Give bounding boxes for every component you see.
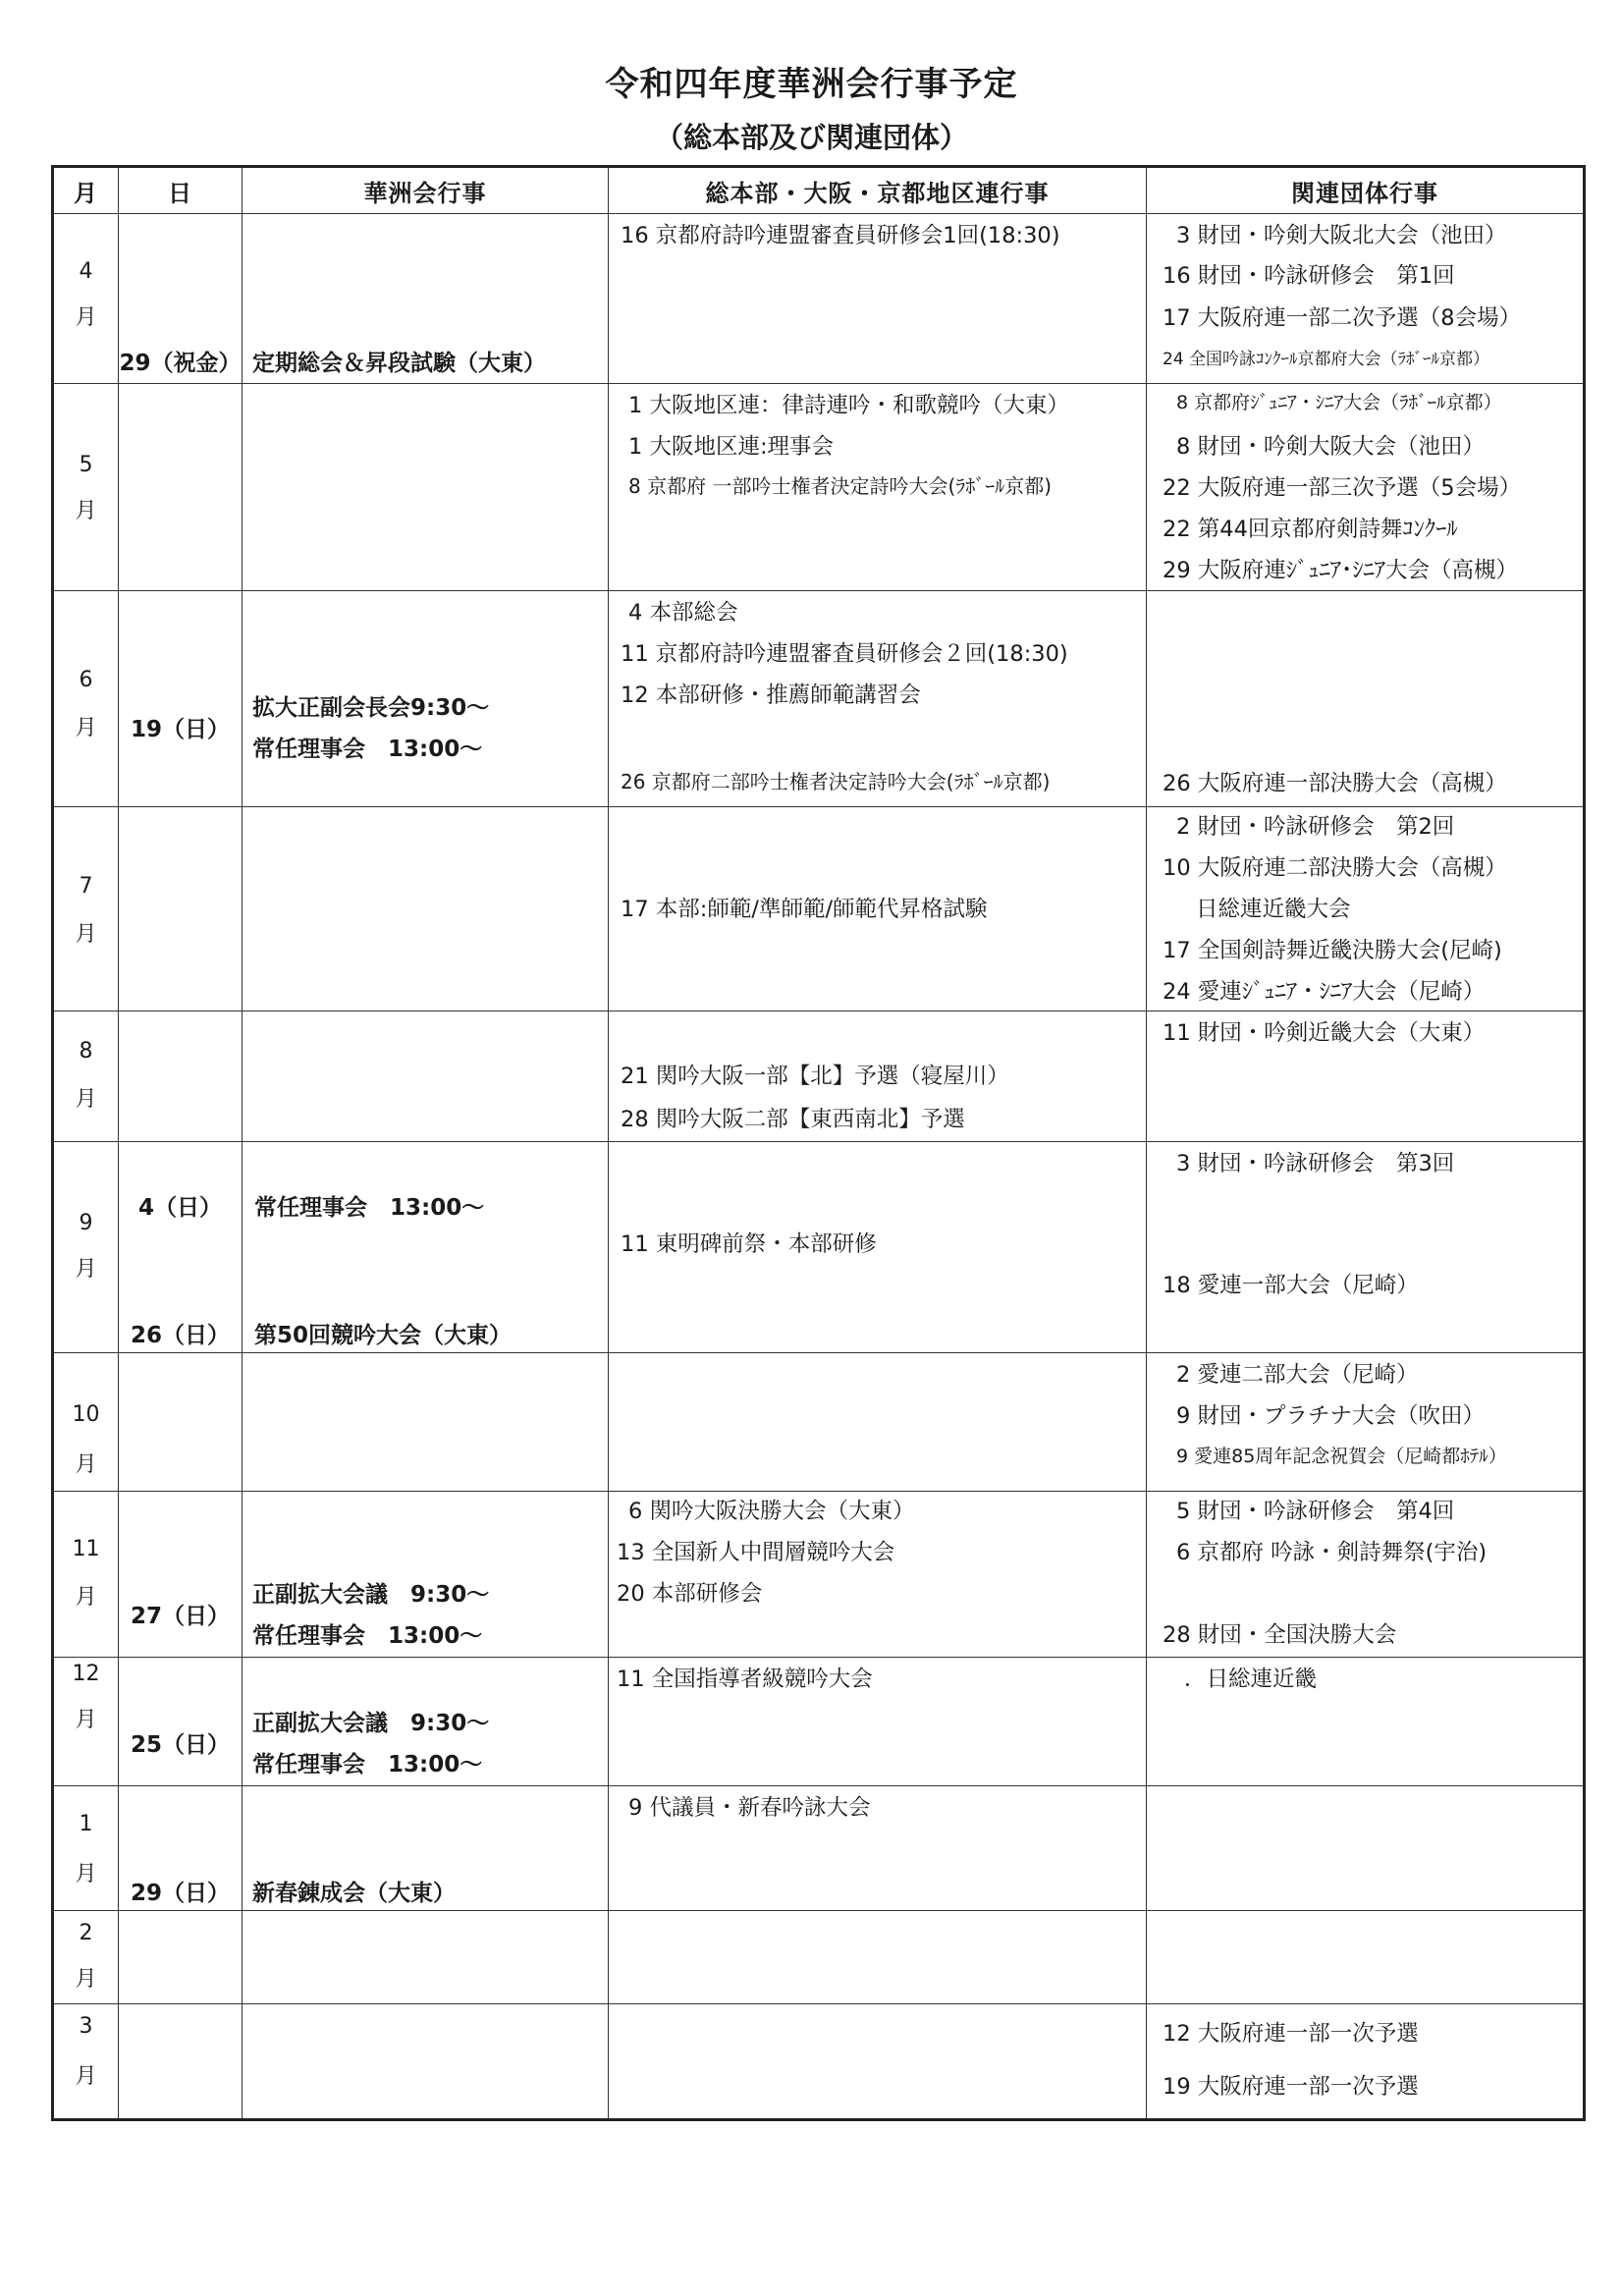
honbu-cell bbox=[609, 591, 1147, 807]
related-cell bbox=[1147, 1011, 1585, 1142]
related-cell bbox=[1147, 1492, 1585, 1658]
day-cell bbox=[119, 214, 243, 384]
honbu-cell bbox=[609, 1492, 1147, 1658]
month-suffix: 月 bbox=[75, 1087, 97, 1112]
related-event: 日総連近畿大会 bbox=[1196, 897, 1351, 922]
related-event: 16 財団・吟詠研修会 第1回 bbox=[1163, 263, 1455, 289]
month-suffix: 月 bbox=[75, 1257, 97, 1282]
month-number: 7 bbox=[79, 874, 93, 899]
schedule-table bbox=[51, 165, 1586, 2121]
kashu-cell bbox=[243, 214, 609, 384]
related-event: 9 財団・プラチナ大会（吹田） bbox=[1176, 1403, 1485, 1429]
related-event: 3 財団・吟剣大阪北大会（池田） bbox=[1176, 223, 1507, 248]
header-honbu-events: 総本部・大阪・京都地区連行事 bbox=[609, 167, 1147, 214]
day-cell bbox=[119, 1658, 243, 1786]
month-cell bbox=[53, 591, 119, 807]
month-cell bbox=[53, 1492, 119, 1658]
kashu-cell bbox=[243, 1142, 609, 1353]
kashu-cell bbox=[243, 1011, 609, 1142]
honbu-cell bbox=[609, 1353, 1147, 1492]
month-cell bbox=[53, 807, 119, 1011]
related-event: 29 大阪府連ｼﾞｭﾆｱ･ｼﾆｱ大会（高槻） bbox=[1163, 558, 1519, 583]
event-day: 29（日） bbox=[130, 1881, 230, 1906]
event-day: 4（日） bbox=[137, 1195, 222, 1221]
month-suffix: 月 bbox=[75, 716, 97, 740]
kashu-cell bbox=[243, 1658, 609, 1786]
related-event: 10 大阪府連二部決勝大会（高槻） bbox=[1163, 855, 1507, 881]
related-cell bbox=[1147, 591, 1585, 807]
related-event: 8 京都府ｼﾞｭﾆｱ・ｼﾆｱ大会（ﾗﾎﾞｰﾙ京都） bbox=[1176, 392, 1502, 413]
month-suffix: 月 bbox=[75, 2064, 97, 2089]
day-cell bbox=[119, 1142, 243, 1353]
kashu-cell bbox=[243, 591, 609, 807]
related-cell bbox=[1147, 384, 1585, 591]
honbu-event: 26 京都府二部吟士権者決定詩吟大会(ﾗﾎﾞｰﾙ京都) bbox=[621, 770, 1051, 793]
related-event: 3 財団・吟詠研修会 第3回 bbox=[1176, 1151, 1455, 1176]
kashu-event: 常任理事会 13:00～ bbox=[252, 1623, 483, 1649]
header-row bbox=[53, 167, 1585, 214]
event-day: 27（日） bbox=[130, 1604, 230, 1629]
month-number: 4 bbox=[79, 259, 93, 284]
kashu-cell bbox=[243, 807, 609, 1011]
day-cell bbox=[119, 1011, 243, 1142]
table-row bbox=[53, 1353, 1585, 1492]
related-event: 26 大阪府連一部決勝大会（高槻） bbox=[1163, 771, 1507, 796]
header-day: 日 bbox=[119, 167, 243, 214]
honbu-event: 8 京都府 一部吟士権者決定詩吟大会(ﾗﾎﾞｰﾙ京都) bbox=[628, 474, 1053, 498]
kashu-event: 拡大正副会長会9:30～ bbox=[252, 695, 490, 721]
month-cell bbox=[53, 384, 119, 591]
related-event: 12 大阪府連一部一次予選 bbox=[1163, 2021, 1419, 2047]
related-cell bbox=[1147, 214, 1585, 384]
honbu-cell bbox=[609, 214, 1147, 384]
related-event: 28 財団・全国決勝大会 bbox=[1163, 1622, 1397, 1648]
kashu-cell bbox=[243, 2004, 609, 2120]
month-cell bbox=[53, 214, 119, 384]
event-day: 19（日） bbox=[130, 717, 230, 742]
table-row bbox=[53, 591, 1585, 807]
kashu-cell bbox=[243, 1911, 609, 2004]
table-row bbox=[53, 2004, 1585, 2120]
table-row bbox=[53, 1492, 1585, 1658]
honbu-event: 13 全国新人中間層競吟大会 bbox=[617, 1540, 895, 1565]
related-cell bbox=[1147, 1658, 1585, 1786]
day-cell bbox=[119, 1492, 243, 1658]
day-cell bbox=[119, 384, 243, 591]
kashu-event: 新春錬成会（大東） bbox=[252, 1881, 456, 1906]
day-cell bbox=[119, 807, 243, 1011]
kashu-event: 常任理事会 13:00～ bbox=[252, 737, 483, 762]
event-day: 29（祝金） bbox=[119, 351, 242, 376]
table-row bbox=[53, 1911, 1585, 2004]
related-event: 6 京都府 吟詠・剣詩舞祭(宇治) bbox=[1176, 1540, 1488, 1565]
event-day: 25（日） bbox=[130, 1732, 230, 1758]
day-cell bbox=[119, 591, 243, 807]
related-event: 17 全国剣詩舞近畿決勝大会(尼崎) bbox=[1163, 938, 1502, 963]
month-cell bbox=[53, 1658, 119, 1786]
month-suffix: 月 bbox=[75, 1452, 97, 1477]
related-cell bbox=[1147, 1353, 1585, 1492]
month-cell bbox=[53, 1011, 119, 1142]
month-number: 6 bbox=[79, 668, 93, 692]
related-event: 19 大阪府連一部一次予選 bbox=[1163, 2074, 1419, 2100]
table-row bbox=[53, 1786, 1585, 1911]
kashu-event: 正副拡大会議 9:30～ bbox=[252, 1711, 490, 1736]
honbu-event: 12 本部研修・推薦師範講習会 bbox=[621, 683, 921, 708]
header-kashu-events: 華洲会行事 bbox=[243, 167, 609, 214]
honbu-event: 16 京都府詩吟連盟審査員研修会1回(18:30) bbox=[621, 223, 1060, 248]
honbu-event: 17 本部:師範/準師範/師範代昇格試験 bbox=[621, 897, 988, 922]
kashu-event: 常任理事会 13:00～ bbox=[254, 1195, 485, 1221]
related-event: 8 財団・吟剣大阪大会（池田） bbox=[1176, 434, 1485, 460]
related-cell bbox=[1147, 1786, 1585, 1911]
month-number: 2 bbox=[79, 1921, 93, 1945]
honbu-event: 20 本部研修会 bbox=[617, 1581, 763, 1607]
related-event: 22 第44回京都府剣詩舞ｺﾝｸｰﾙ bbox=[1163, 517, 1458, 542]
honbu-event: 11 京都府詩吟連盟審査員研修会２回(18:30) bbox=[621, 641, 1068, 667]
related-event: 22 大阪府連一部三次予選（5会場） bbox=[1163, 475, 1522, 501]
month-cell bbox=[53, 2004, 119, 2120]
honbu-cell bbox=[609, 384, 1147, 591]
related-event: 17 大阪府連一部二次予選（8会場） bbox=[1163, 305, 1522, 331]
table-row bbox=[53, 1142, 1585, 1353]
month-cell bbox=[53, 1911, 119, 2004]
kashu-event: 常任理事会 13:00～ bbox=[252, 1752, 483, 1777]
kashu-cell bbox=[243, 1492, 609, 1658]
kashu-cell bbox=[243, 1353, 609, 1492]
page-title: 令和四年度華洲会行事予定 bbox=[605, 65, 1018, 104]
table-row bbox=[53, 807, 1585, 1011]
kashu-event: 定期総会＆昇段試験（大東） bbox=[252, 351, 546, 376]
honbu-event: 1 大阪地区連:理事会 bbox=[628, 434, 835, 460]
related-event: ．日総連近畿 bbox=[1184, 1667, 1318, 1692]
related-event: 9 愛連85周年記念祝賀会（尼崎都ﾎﾃﾙ） bbox=[1176, 1446, 1507, 1467]
month-suffix: 月 bbox=[75, 499, 97, 523]
month-number: 1 bbox=[79, 1812, 93, 1836]
honbu-cell bbox=[609, 1658, 1147, 1786]
honbu-event: 6 関吟大阪決勝大会（大東） bbox=[628, 1499, 915, 1524]
month-number: 10 bbox=[72, 1402, 100, 1427]
related-event: 18 愛連一部大会（尼崎） bbox=[1163, 1273, 1419, 1298]
table-row bbox=[53, 1011, 1585, 1142]
month-suffix: 月 bbox=[75, 1708, 97, 1732]
header-month: 月 bbox=[53, 167, 119, 214]
month-suffix: 月 bbox=[75, 922, 97, 947]
page-subtitle: （総本部及び関連団体） bbox=[654, 121, 968, 154]
day-cell bbox=[119, 1911, 243, 2004]
kashu-cell bbox=[243, 1786, 609, 1911]
month-suffix: 月 bbox=[75, 1967, 97, 1992]
table-row bbox=[53, 214, 1585, 384]
related-cell bbox=[1147, 2004, 1585, 2120]
related-cell bbox=[1147, 1142, 1585, 1353]
month-number: 8 bbox=[79, 1039, 93, 1064]
month-number: 12 bbox=[72, 1662, 100, 1686]
month-number: 11 bbox=[72, 1537, 100, 1561]
kashu-cell bbox=[243, 384, 609, 591]
event-day: 26（日） bbox=[130, 1323, 230, 1348]
honbu-cell bbox=[609, 1142, 1147, 1353]
month-cell bbox=[53, 1353, 119, 1492]
month-number: 3 bbox=[79, 2014, 93, 2039]
related-event: 2 財団・吟詠研修会 第2回 bbox=[1176, 814, 1455, 840]
related-event: 24 愛連ｼﾞｭﾆｱ・ｼﾆｱ大会（尼崎） bbox=[1163, 979, 1486, 1005]
related-event: 2 愛連二部大会（尼崎） bbox=[1176, 1362, 1419, 1388]
month-suffix: 月 bbox=[75, 305, 97, 330]
honbu-cell bbox=[609, 807, 1147, 1011]
header-related-events: 関連団体行事 bbox=[1147, 167, 1585, 214]
month-number: 5 bbox=[79, 453, 93, 477]
honbu-event: 4 本部総会 bbox=[628, 600, 738, 626]
month-number: 9 bbox=[79, 1211, 93, 1235]
month-suffix: 月 bbox=[75, 1862, 97, 1886]
honbu-cell bbox=[609, 1011, 1147, 1142]
day-cell bbox=[119, 2004, 243, 2120]
honbu-cell bbox=[609, 2004, 1147, 2120]
day-cell bbox=[119, 1786, 243, 1911]
month-cell bbox=[53, 1142, 119, 1353]
table-row bbox=[53, 1658, 1585, 1786]
related-cell bbox=[1147, 807, 1585, 1011]
honbu-event: 11 東明碑前祭・本部研修 bbox=[621, 1231, 877, 1257]
honbu-event: 11 全国指導者級競吟大会 bbox=[617, 1667, 873, 1692]
related-event: 24 全国吟詠ｺﾝｸｰﾙ京都府大会（ﾗﾎﾞｰﾙ京都） bbox=[1163, 350, 1490, 369]
honbu-event: 28 関吟大阪二部【東西南北】予選 bbox=[621, 1107, 965, 1132]
related-event: 11 財団・吟剣近畿大会（大東） bbox=[1163, 1020, 1486, 1046]
related-event: 5 財団・吟詠研修会 第4回 bbox=[1176, 1499, 1455, 1524]
related-cell bbox=[1147, 1911, 1585, 2004]
day-cell bbox=[119, 1353, 243, 1492]
kashu-event: 正副拡大会議 9:30～ bbox=[252, 1582, 490, 1608]
honbu-event: 9 代議員・新春吟詠大会 bbox=[628, 1795, 871, 1821]
month-cell bbox=[53, 1786, 119, 1911]
month-suffix: 月 bbox=[75, 1585, 97, 1610]
table-row bbox=[53, 384, 1585, 591]
honbu-event: 1 大阪地区連：律詩連吟・和歌競吟（大東） bbox=[628, 393, 1069, 418]
honbu-cell bbox=[609, 1911, 1147, 2004]
kashu-event: 第50回競吟大会（大東） bbox=[254, 1323, 513, 1348]
honbu-cell bbox=[609, 1786, 1147, 1911]
honbu-event: 21 関吟大阪一部【北】予選（寝屋川） bbox=[621, 1064, 1009, 1089]
